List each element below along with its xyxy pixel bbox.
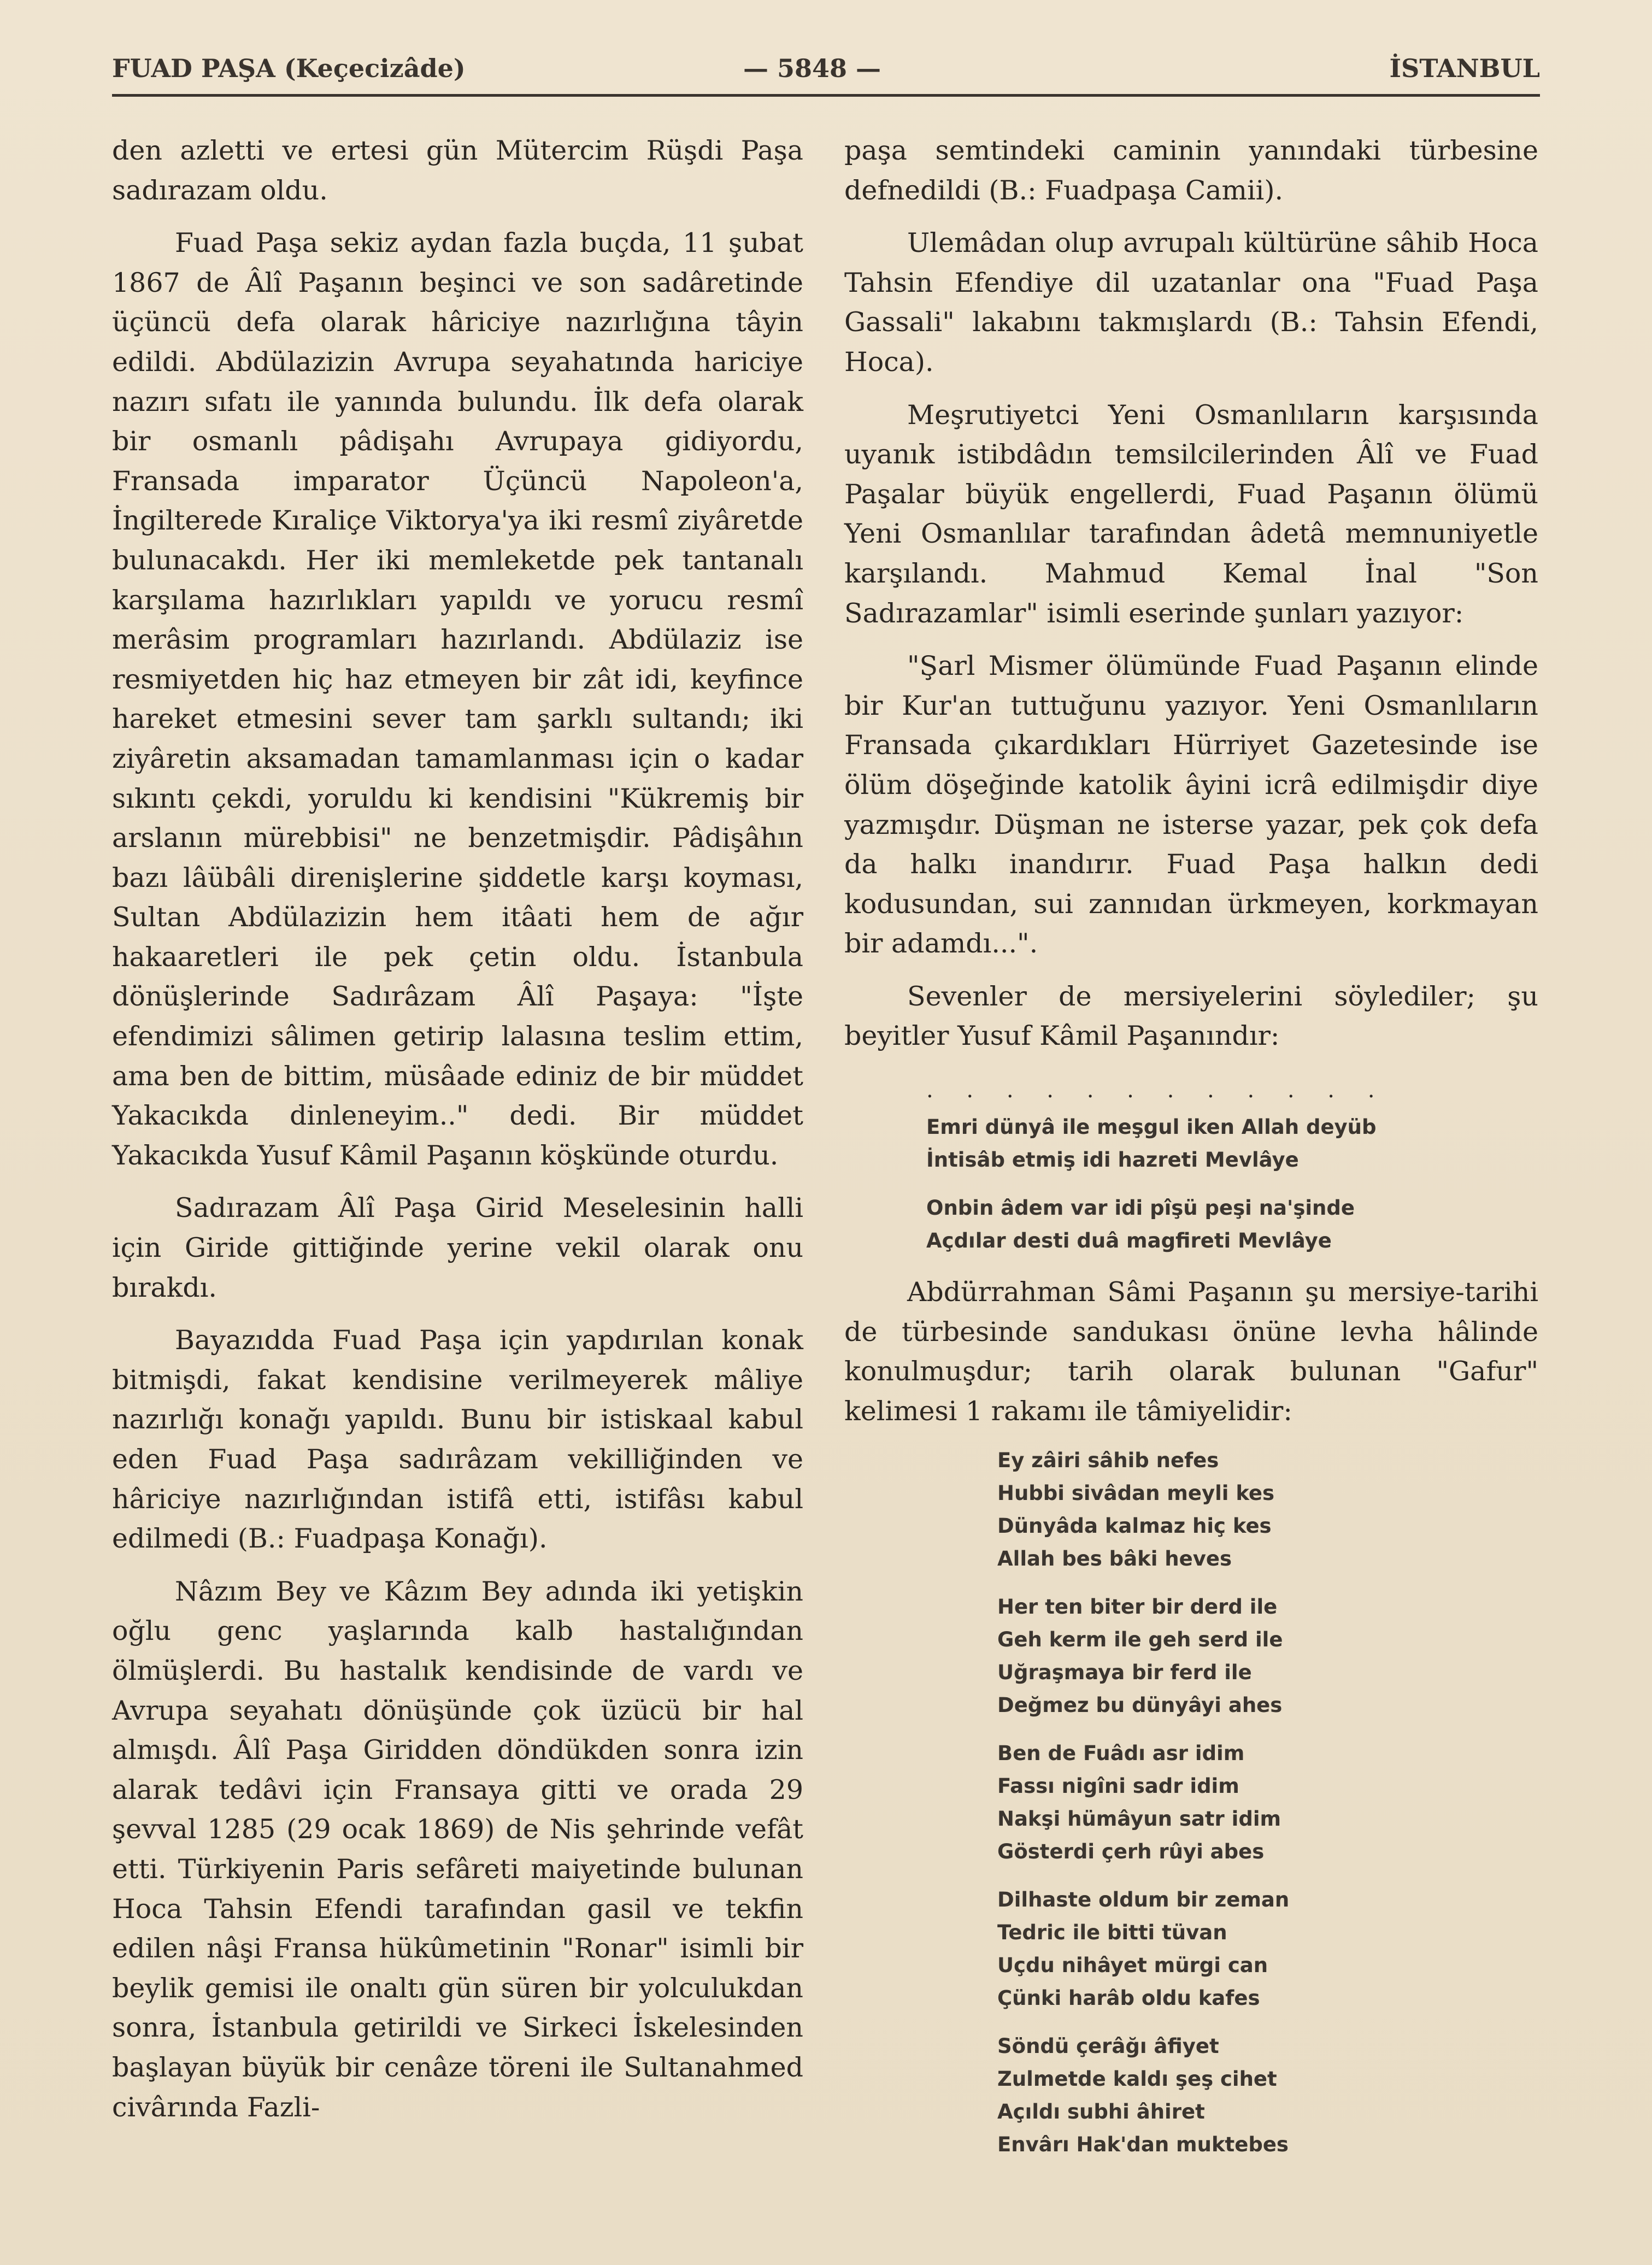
verse-stanza (997, 1591, 1538, 1722)
verse-line: Dilhaste oldum bir zeman (997, 1888, 1290, 1912)
header-title: FUAD PAŞA (Keçecizâde) (112, 54, 466, 83)
paragraph: Bayazıdda Fuad Paşa için yapdırılan konak bitmişdi, fakat kendisine verilmeyerek mâliye nazırlığı konağı yapıldı. Bunu bir istiskaal kabul eden Fuad Paşa sadırâzam vekilliğinden ve hâriciye nazırlığından istifâ etti, istifâsı kabul edilmedi (B.: Fuadpaşa Konağı). (112, 1325, 803, 1555)
paragraph: Fuad Paşa sekiz aydan fazla buçda, 11 şubat 1867 de Âlî Paşanın beşinci ve son sadâretinde üçüncü defa olarak hâriciye nazırlığına tâyin edildi. Abdülazizin Avrupa seyahatında hariciye nazırı sıfatı ile yanında bulundu. İlk defa olarak bir osmanlı pâdişahı Avrupaya gidiyordu, Fransada imparator Üçüncü Napoleon'a, İngilterede Kıraliçe Viktorya'ya iki resmî ziyâretde bulunacakdı. Her iki memleketde pek tantanalı karşılama hazırlıkları yapıldı ve yorucu resmî merâsim programları hazırlandı. Abdülaziz ise resmiyetden hiç haz etmeyen bir zât idi, keyfince hareket etmesini sever tam şarklı sultandı; iki ziyâretin aksamadan tamamlanması için o kadar sıkıntı çekdi, yoruldu ki kendisini "Kükremiş bir arslanın mürebbisi" ne benzetmişdir. Pâdişâhın bazı lâübâli direnişlerine şiddetle karşı koyması, Sultan Abdülazizin hem itâati hem de ağır hakaaretleri ile pek çetin oldu. İstanbula dönüşlerinde Sadırâzam Âlî Paşaya: "İşte efendimizi sâlimen getirip lalasına teslim ettim, ama ben de bittim, müsâade ediniz de bir müddet Yakacıkda dinleneyim.." dedi. Bir müddet Yakacıkda Yusuf Kâmil Paşanın köşkünde oturdu. (112, 227, 803, 1171)
header-rule (112, 94, 1540, 97)
verse-line: Açıldı subhi âhiret (997, 2100, 1205, 2124)
header-section: İSTANBUL (1389, 54, 1540, 83)
paragraph: den azletti ve ertesi gün Mütercim Rüşdi Paşa sadırazam oldu. (112, 135, 803, 206)
right-column (844, 131, 1538, 2176)
paragraph: Ulemâdan olup avrupalı kültürüne sâhib Hoca Tahsin Efendiye dil uzatanlar ona "Fuad Paşa Gassali" lakabını takmışlardı (B.: Tahsin Efendi, Hoca). (844, 227, 1538, 378)
verse-line: Açdılar desti duâ magfireti Mevlâye (926, 1229, 1332, 1253)
ellipsis-separator: . . . . . . . . . . . . (926, 1078, 1388, 1103)
verse-stanza (997, 2030, 1538, 2161)
paragraph: paşa semtindeki caminin yanındaki türbesine defnedildi (B.: Fuadpaşa Camii). (844, 135, 1538, 206)
verse-stanza (926, 1111, 1538, 1176)
verse-stanza (926, 1192, 1538, 1257)
verse-line: Ey zâiri sâhib nefes (997, 1449, 1219, 1473)
paragraph: Abdürrahman Sâmi Paşanın şu mersiye-tarihi de türbesinde sandukası önüne levha hâlinde konulmuşdur; tarih olarak bulunan "Gafur" kelimesi 1 rakamı ile tâmiyelidir: (844, 1276, 1538, 1427)
verse-line: Ben de Fuâdı asr idim (997, 1742, 1245, 1766)
verse-line: Zulmetde kaldı şeş cihet (997, 2067, 1277, 2091)
verse-line: Emri dünyâ ile meşgul iken Allah deyüb (926, 1115, 1377, 1139)
verse-line: Uğraşmaya bir ferd ile (997, 1661, 1252, 1685)
verse-line: Söndü çerâğı âfiyet (997, 2034, 1219, 2058)
verse-line: Çünki harâb oldu kafes (997, 1986, 1260, 2010)
verse-line: Uçdu nihâyet mürgi can (997, 1954, 1268, 1978)
verse-line: Geh kerm ile geh serd ile (997, 1628, 1283, 1652)
verse-stanza (997, 1737, 1538, 1868)
verse-line: Envârı Hak'dan muktebes (997, 2133, 1289, 2157)
verse-line: Tedric ile bitti tüvan (997, 1921, 1227, 1945)
verse-line: Onbin âdem var idi pîşü peşi na'şinde (926, 1196, 1355, 1220)
paragraph: Sevenler de mersiyelerini söylediler; şu beyitler Yusuf Kâmil Paşanındır: (844, 980, 1538, 1052)
running-header (112, 48, 1540, 92)
page-number: — 5848 — (743, 54, 881, 83)
verse-line: Hubbi sivâdan meyli kes (997, 1481, 1275, 1505)
paragraph: Meşrutiyetci Yeni Osmanlıların karşısında uyanık istibdâdın temsilcilerinden Âlî ve Fuad Paşalar büyük engellerdi, Fuad Paşanın ölümü Yeni Osmanlılar tarafından âdetâ memnuniyetle karşılandı. Mahmud Kemal İnal "Son Sadırazamlar" isimli eserinde şunları yazıyor: (844, 399, 1538, 629)
verse-stanza (997, 1444, 1538, 1575)
verse-stanza (997, 1884, 1538, 2015)
verse-line: Gösterdi çerh rûyi abes (997, 1840, 1265, 1864)
paragraph: Nâzım Bey ve Kâzım Bey adında iki yetişkin oğlu genc yaşlarında kalb hastalığından ölmüşlerdi. Bu hastalık kendisinde de vardı ve Avrupa seyahatı dönüşünde çok üzücü bir hal almışdı. Âlî Paşa Giridden döndükden sonra izin alarak tedâvi için Fransaya gitti ve orada 29 şevval 1285 (29 ocak 1869) de Nis şehrinde vefât etti. Türkiyenin Paris sefâreti maiyetinde bulunan Hoca Tahsin Efendi tarafından gasil ve tekfin edilen nâşi Fransa hükûmetinin "Ronar" isimli bir beylik gemisi ile onaltı gün süren bir yolculukdan sonra, İstanbula getirildi ve Sirkeci İskelesinden başlayan büyük bir cenâze töreni ile Sultanahmed civârında Fazli- (112, 1575, 803, 2123)
verse-line: Nakşi hümâyun satr idim (997, 1807, 1281, 1831)
verse-line: İntisâb etmiş idi hazreti Mevlâye (926, 1148, 1299, 1172)
verse-line: Fassı nigîni sadr idim (997, 1774, 1239, 1798)
paragraph: "Şarl Mismer ölümünde Fuad Paşanın elinde bir Kur'an tuttuğunu yazıyor. Yeni Osmanlıların Fransada çıkardıkları Hürriyet Gazetesinde ise ölüm döşeğinde katolik âyini icrâ edilmişdir diye yazmışdır. Düşman ne isterse yazar, pek çok defa da halkı inandırır. Fuad Paşa halkın dedi kodusundan, sui zannıdan ürkmeyen, korkmayan bir adamdı...". (844, 650, 1538, 960)
paragraph: Sadırazam Âlî Paşa Girid Meselesinin halli için Giride gittiğinde yerine vekil olarak onu bırakdı. (112, 1192, 803, 1303)
verse-line: Değmez bu dünyâyi ahes (997, 1693, 1283, 1717)
left-column (112, 131, 803, 2140)
verse-line: Allah bes bâki heves (997, 1547, 1232, 1571)
verse-line: Her ten biter bir derd ile (997, 1595, 1278, 1619)
verse-line: Dünyâda kalmaz hiç kes (997, 1514, 1272, 1538)
